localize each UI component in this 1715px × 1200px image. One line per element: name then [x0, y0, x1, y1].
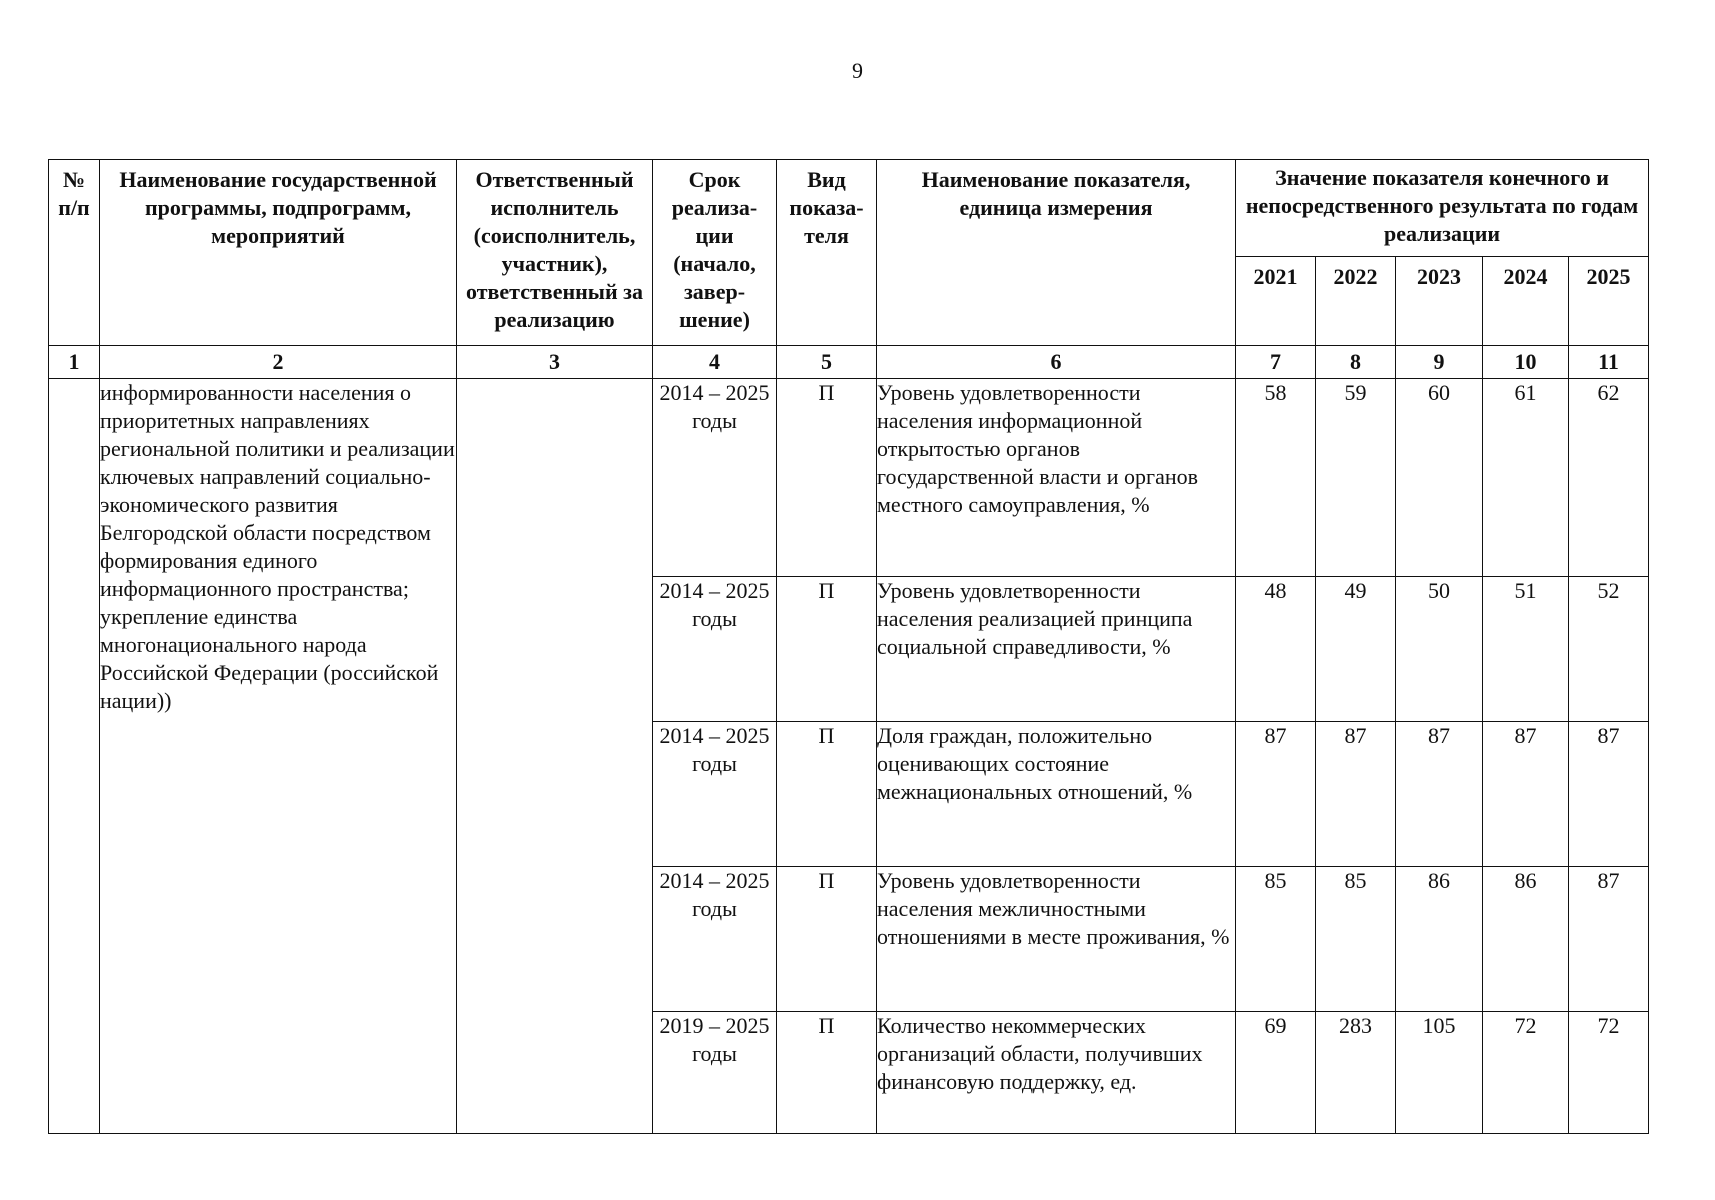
value-cell: 87: [1316, 722, 1396, 867]
type-cell: П: [777, 722, 877, 867]
header-year: 2022: [1316, 257, 1396, 346]
value-cell: 283: [1316, 1012, 1396, 1134]
value-cell: 49: [1316, 577, 1396, 722]
indicators-table: [48, 159, 1649, 1134]
value-cell: 50: [1396, 577, 1483, 722]
value-cell: 86: [1396, 867, 1483, 1012]
column-number: 3: [457, 346, 653, 379]
value-cell: 86: [1483, 867, 1569, 1012]
column-numbers-row: [49, 346, 1649, 379]
header-year: 2025: [1569, 257, 1649, 346]
indicator-cell: Уровень удовлетворенности населения межличностными отношениями в месте проживания, %: [877, 867, 1236, 1012]
value-cell: 87: [1569, 867, 1649, 1012]
header-year: 2021: [1236, 257, 1316, 346]
value-cell: 62: [1569, 379, 1649, 577]
header-indicator: Наименование показателя, единица измерения: [877, 160, 1236, 346]
indicator-cell: Количество некоммерческих организаций области, получивших финансовую поддержку, ед.: [877, 1012, 1236, 1134]
value-cell: 87: [1569, 722, 1649, 867]
period-cell: 2019 – 2025 годы: [653, 1012, 777, 1134]
indicator-cell: Уровень удовлетворенности населения реализацией принципа социальной справедливости, %: [877, 577, 1236, 722]
header-responsible: Ответственный исполнитель (соисполнитель, участник), ответственный за реализацию: [457, 160, 653, 346]
value-cell: 87: [1236, 722, 1316, 867]
column-number: 2: [100, 346, 457, 379]
responsible-cell: [457, 379, 653, 1134]
value-cell: 72: [1569, 1012, 1649, 1134]
page-number: 9: [852, 58, 863, 83]
value-cell: 59: [1316, 379, 1396, 577]
column-number: 4: [653, 346, 777, 379]
column-number: 10: [1483, 346, 1569, 379]
header-values: Значение показателя конечного и непосредственного результата по годам реализации: [1236, 160, 1649, 257]
program-name-cell: информированности населения о приоритетных направлениях региональной политики и реализации ключевых направлений социально-экономического развития Белгородской области посредством формирования единого информационного пространства; укрепление единства многонационального народа Российской Федерации (российской нации)): [100, 379, 457, 1134]
cell-num: [49, 379, 100, 1134]
value-cell: 52: [1569, 577, 1649, 722]
column-number: 9: [1396, 346, 1483, 379]
period-cell: 2014 – 2025 годы: [653, 722, 777, 867]
type-cell: П: [777, 867, 877, 1012]
type-cell: П: [777, 379, 877, 577]
value-cell: 87: [1483, 722, 1569, 867]
value-cell: 105: [1396, 1012, 1483, 1134]
header-year: 2023: [1396, 257, 1483, 346]
value-cell: 51: [1483, 577, 1569, 722]
column-number: 11: [1569, 346, 1649, 379]
column-number: 1: [49, 346, 100, 379]
column-number: 7: [1236, 346, 1316, 379]
period-cell: 2014 – 2025 годы: [653, 379, 777, 577]
header-year: 2024: [1483, 257, 1569, 346]
value-cell: 61: [1483, 379, 1569, 577]
value-cell: 60: [1396, 379, 1483, 577]
header-row: [49, 160, 1649, 257]
value-cell: 58: [1236, 379, 1316, 577]
table-row: [49, 379, 1649, 577]
value-cell: 72: [1483, 1012, 1569, 1134]
header-period: Срок реализа-ции (начало, завер-шение): [653, 160, 777, 346]
type-cell: П: [777, 1012, 877, 1134]
column-number: 8: [1316, 346, 1396, 379]
indicator-cell: Уровень удовлетворенности населения информационной открытостью органов государственной власти и органов местного самоуправления, %: [877, 379, 1236, 577]
indicator-cell: Доля граждан, положительно оценивающих состояние межнациональных отношений, %: [877, 722, 1236, 867]
value-cell: 85: [1236, 867, 1316, 1012]
column-number: 5: [777, 346, 877, 379]
value-cell: 87: [1396, 722, 1483, 867]
column-number: 6: [877, 346, 1236, 379]
header-name: Наименование государственной программы, подпрограмм, мероприятий: [100, 160, 457, 346]
type-cell: П: [777, 577, 877, 722]
period-cell: 2014 – 2025 годы: [653, 577, 777, 722]
value-cell: 85: [1316, 867, 1396, 1012]
header-type: Вид показа-теля: [777, 160, 877, 346]
header-num: № п/п: [49, 160, 100, 346]
period-cell: 2014 – 2025 годы: [653, 867, 777, 1012]
value-cell: 69: [1236, 1012, 1316, 1134]
value-cell: 48: [1236, 577, 1316, 722]
